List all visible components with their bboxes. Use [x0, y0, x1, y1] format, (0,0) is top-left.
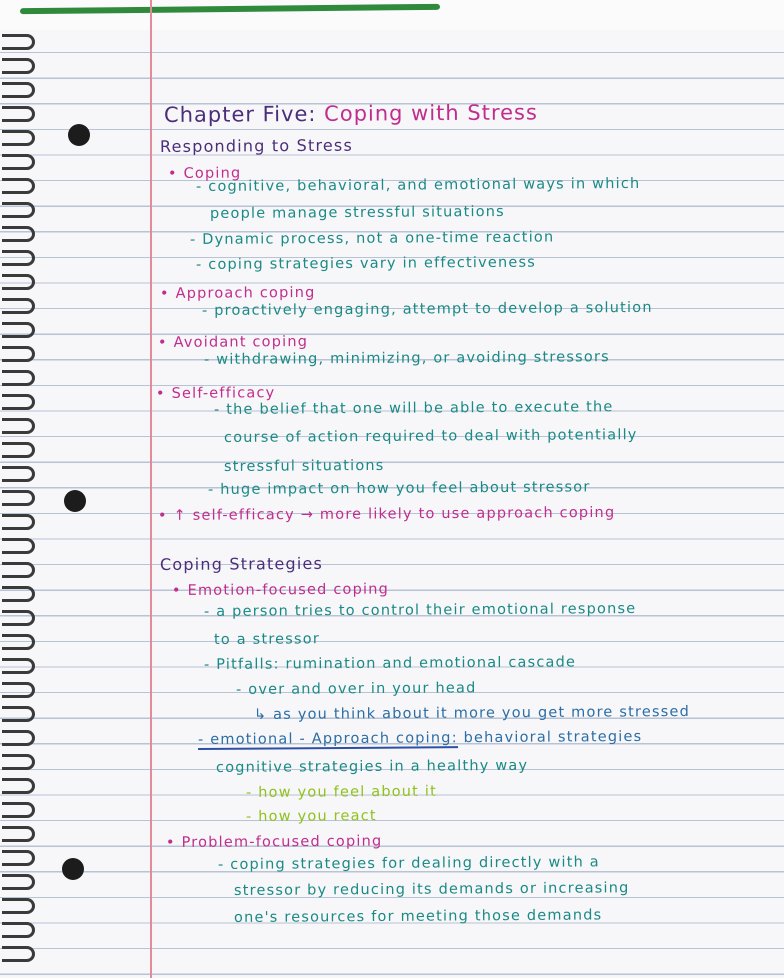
note-line: to a stressor [213, 631, 321, 648]
bullet-item: • Avoidant coping [157, 333, 309, 351]
note-line: - a person tries to control their emotional response [203, 600, 637, 620]
spiral-coil [2, 874, 35, 890]
note-line: - how you react [245, 808, 377, 825]
bullet-item: • Problem-focused coping [165, 833, 383, 851]
spiral-coil [2, 562, 35, 578]
note-line: ↳ as you think about it more you get more stressed [253, 703, 691, 723]
page-title [163, 100, 538, 127]
note-line: - coping strategies vary in effectiveness [195, 254, 537, 273]
note-line: - Pitfalls: rumination and emotional cascade [203, 654, 577, 673]
note-line: - coping strategies for dealing directly with a [217, 854, 600, 873]
spiral-coil [2, 850, 35, 866]
spiral-coil [2, 946, 35, 962]
spiral-coil [2, 658, 35, 674]
spiral-coil [2, 202, 35, 218]
bullet-item: • Emotion-focused coping [171, 581, 390, 599]
spiral-coil [2, 370, 35, 386]
spiral-coil [2, 130, 35, 146]
bullet-item: • Approach coping [159, 284, 316, 302]
spiral-coil [2, 106, 35, 122]
note-line: cognitive strategies in a healthy way [215, 757, 529, 776]
spiral-coil [2, 778, 35, 794]
section-heading: Responding to Stress [159, 135, 354, 156]
spiral-coil [2, 538, 35, 554]
spiral-coil [2, 298, 35, 314]
bullet-item: • Self-efficacy [155, 385, 276, 402]
note-line: - withdrawing, minimizing, or avoiding stressors [203, 349, 610, 368]
spiral-coil [2, 514, 35, 530]
punch-hole [64, 490, 86, 512]
spiral-coil [2, 802, 35, 818]
margin-line [150, 0, 152, 978]
spiral-coil [2, 154, 35, 170]
bullet-item: • ↑ self-efficacy → more likely to use approach coping [157, 504, 616, 524]
spiral-coil [2, 754, 35, 770]
spiral-coil [2, 250, 35, 266]
spiral-coil [2, 34, 35, 50]
spiral-coil [2, 178, 35, 194]
spiral-coil [2, 226, 35, 242]
note-line: people manage stressful situations [209, 203, 505, 222]
bullet-item: • Coping [167, 165, 242, 182]
note-line: - how you feel about it [245, 783, 438, 801]
note-line: - Dynamic process, not a one-time reaction [189, 229, 555, 248]
note-line: stressor by reducing its demands or increasing [233, 880, 630, 899]
spiral-coil [2, 442, 35, 458]
title-chapter: Chapter Five: [163, 101, 317, 127]
spiral-coil [2, 610, 35, 626]
note-line: - huge impact on how you feel about stressor [207, 479, 591, 498]
note-line: one's resources for meeting those demands [233, 907, 603, 926]
spiral-coil [2, 466, 35, 482]
note-line: - the belief that one will be able to execute the [213, 399, 614, 418]
note-line: - cognitive, behavioral, and emotional ways in which [195, 175, 641, 195]
spiral-coil [2, 922, 35, 938]
spiral-coil [2, 490, 35, 506]
notebook-cover-edge [0, 0, 784, 30]
spiral-coil [2, 682, 35, 698]
note-line: - proactively engaging, attempt to develop a solution [201, 299, 653, 319]
note-text: behavioral strategies [463, 728, 643, 747]
spiral-coil [2, 730, 35, 746]
spiral-binding [0, 34, 40, 974]
spiral-coil [2, 634, 35, 650]
spiral-coil [2, 346, 35, 362]
section-heading: Coping Strategies [159, 553, 324, 574]
note-line [198, 728, 642, 749]
spiral-coil [2, 82, 35, 98]
punch-hole [62, 858, 84, 880]
spiral-coil [2, 898, 35, 914]
spiral-coil [2, 418, 35, 434]
spiral-coil [2, 322, 35, 338]
spiral-coil [2, 58, 35, 74]
spiral-coil [2, 274, 35, 290]
spiral-coil [2, 706, 35, 722]
punch-hole [68, 124, 90, 146]
spiral-coil [2, 394, 35, 410]
spiral-coil [2, 586, 35, 602]
note-line: stressful situations [223, 457, 385, 475]
note-line: - over and over in your head [235, 680, 477, 698]
spiral-coil [2, 826, 35, 842]
title-topic: Coping with Stress [324, 100, 538, 126]
emotional-approach-label: - emotional - Approach coping: [197, 730, 458, 748]
note-line: course of action required to deal with potentially [223, 427, 638, 446]
